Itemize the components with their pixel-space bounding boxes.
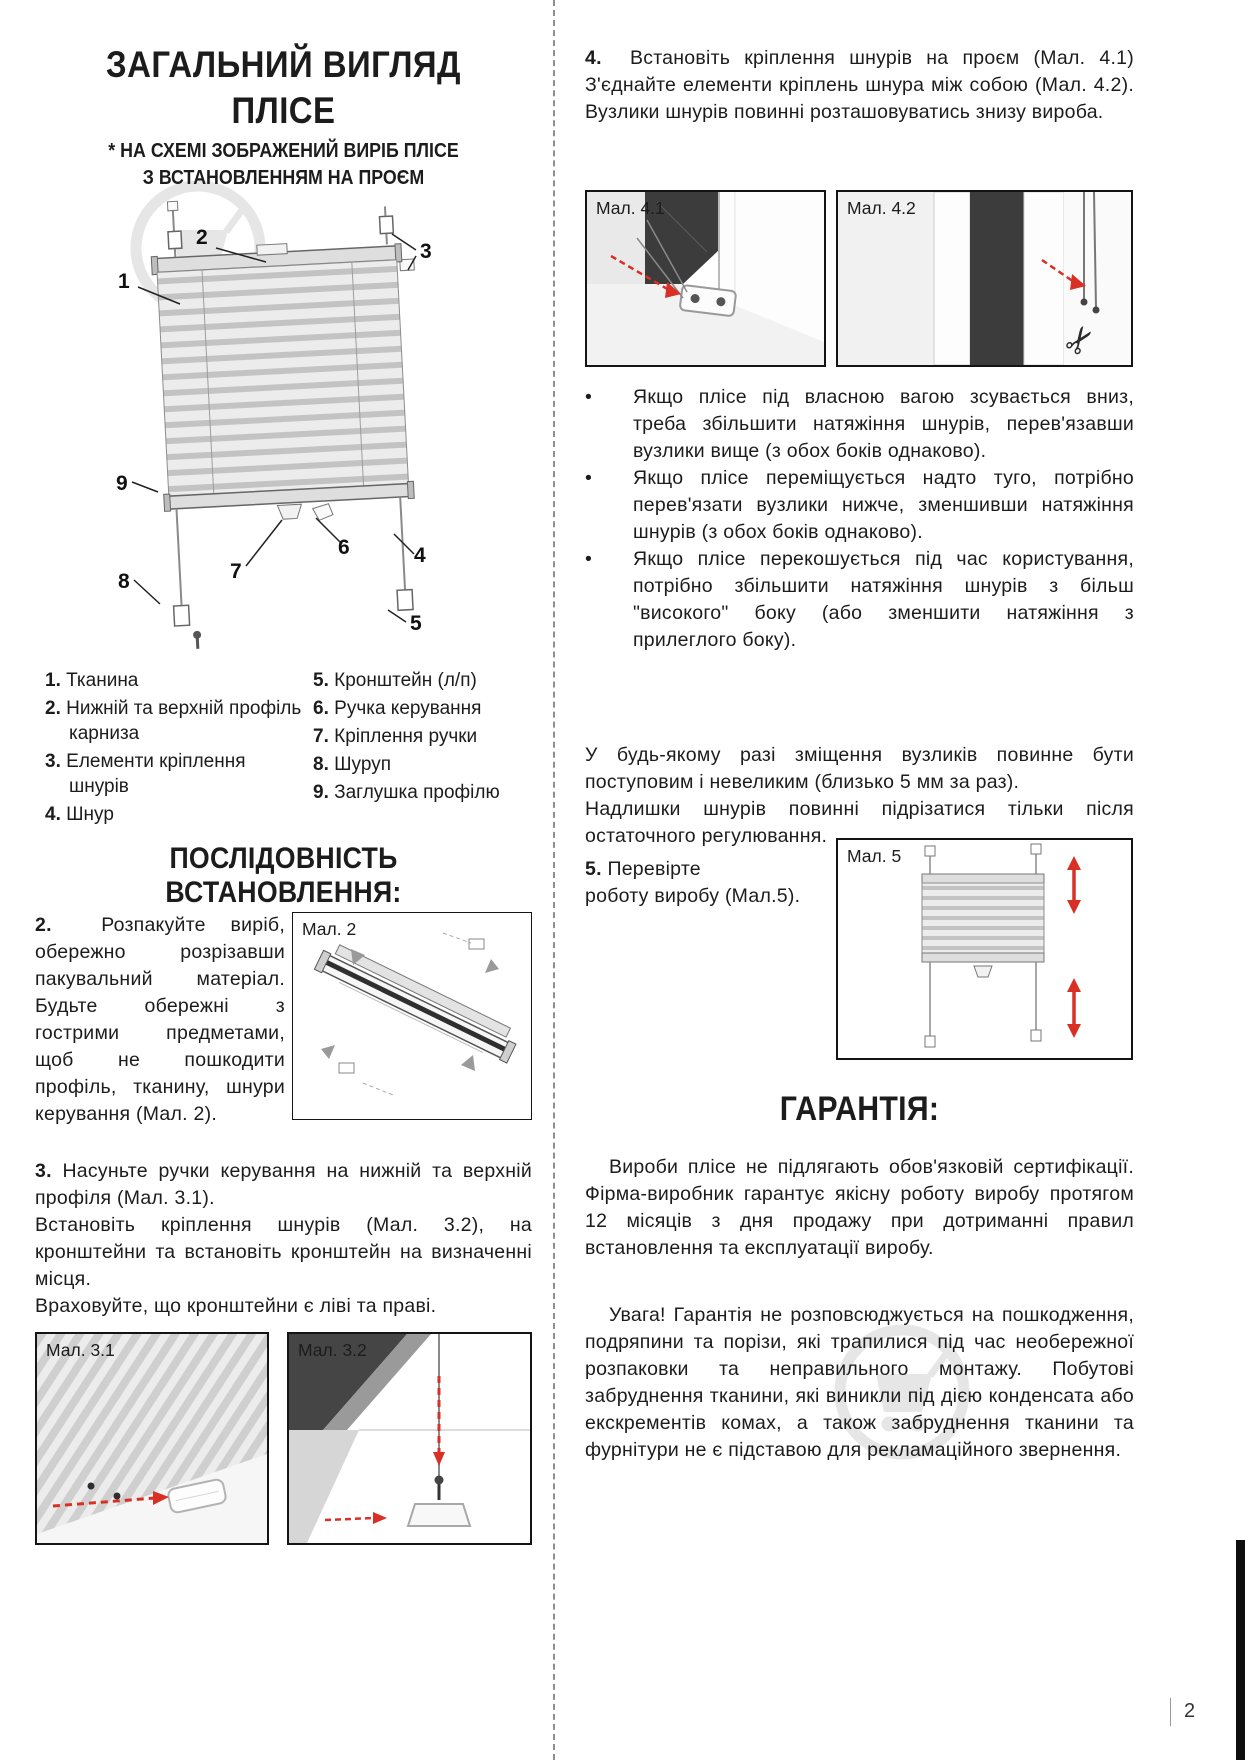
callout-2: 2 [196, 226, 208, 249]
bullet-item [585, 546, 1134, 654]
bullet-text: Якщо плісе переміщується надто туго, потрібно перев'язати вузлики нижче, зменшивши натяжіння шнурів (з обох боків однаково). [633, 467, 1134, 543]
blind-overview-diagram [58, 182, 528, 662]
scan-edge-bar [1236, 1540, 1245, 1760]
figure-5 [836, 838, 1133, 1060]
adjust-note-2: Надлишки шнурів повинні підрізатися тільки після остаточного регулювання. [585, 798, 1134, 847]
warranty-paragraph-2: Увага! Гарантія не розповсюджується на пошкодження, подряпини та порізи, які трапилися під час необережної розпаковки та неправильного монтажу. Побутові забруднення тканини, які виникли під дією конденсата або екскрементів комах, а також забруднення тканини та фурнітури не є підставою для рекламаційного звернення. [585, 1304, 1134, 1461]
legend-item: 6. Ручка керування [313, 698, 482, 719]
warranty-paragraph-1: Вироби плісе не підлягають обов'язковій сертифікації. Фірма-виробник гарантує якісну роботу виробу протягом 12 місяців з дня продажу при дотриманні правил встановлення та експлуатації виробу. [585, 1156, 1134, 1259]
bullet-glyph: • [585, 386, 593, 408]
page-number: 2 [1184, 1700, 1196, 1722]
subtitle-line-2: З ВСТАНОВЛЕННЯМ НА ПРОЄМ [142, 167, 425, 189]
page-title [35, 42, 532, 134]
legend-column-2 [313, 668, 533, 808]
step-5-text-2: роботу виробу (Мал.5). [585, 885, 801, 907]
step-3-line-3: Враховуйте, що кронштейни є ліві та праві. [35, 1295, 437, 1317]
adjustment-bullet-list [585, 384, 1134, 654]
bullet-glyph: • [585, 548, 593, 570]
figure-2 [292, 912, 532, 1120]
adjustment-notes [585, 742, 1134, 850]
figure-2-label: Мал. 2 [302, 919, 357, 939]
legend-item: 2. Нижній та верхній профіль карниза [45, 698, 302, 744]
bullet-text: Якщо плісе перекошується під час користування, потрібно збільшити натяжіння шнурів з більш "високого" боку (або зменшити натяжіння з прилеглого боку). [633, 548, 1134, 651]
legend-item: 1. Тканина [45, 670, 139, 691]
step-4-paragraph [585, 45, 1134, 126]
figure-3-2-label: Мал. 3.2 [298, 1340, 367, 1360]
callout-4: 4 [414, 544, 426, 567]
step-5-number: 5. [585, 858, 602, 880]
section-title-warranty: ГАРАНТІЯ: [779, 1090, 940, 1128]
figure-5-drawing [838, 840, 1131, 1058]
step-3-line-2: Встановіть кріплення шнурів (Мал. 3.2), на кронштейни та встановіть кронштейн на визначенні місця. [35, 1214, 532, 1290]
adjust-note-1: У будь-якому разі зміщення вузликів повинне бути поступовим і невеликим (близько 5 мм за раз). [585, 744, 1134, 793]
step-3-paragraph [35, 1158, 532, 1320]
callout-5: 5 [410, 612, 422, 635]
step-2-paragraph [35, 912, 285, 1128]
step-2-number: 2. [35, 914, 52, 936]
figure-5-label: Мал. 5 [847, 846, 902, 866]
figure-2-drawing [293, 913, 530, 1118]
figure-4-2 [836, 190, 1133, 367]
title-line-2: ПЛІСЕ [231, 90, 336, 131]
step-4-text: Встановіть кріплення шнурів на проєм (Мал. 4.1) З'єднайте елементи кріплень шнура між собою (Мал. 4.2). Вузлики шнурів повинні розташовуватись знизу вироба. [585, 47, 1134, 123]
figure-3-2-drawing [289, 1334, 530, 1543]
step-5-paragraph [585, 856, 820, 910]
bullet-glyph: • [585, 467, 593, 489]
figure-3-1 [35, 1332, 269, 1545]
legend-item: 7. Кріплення ручки [313, 726, 478, 747]
subtitle-line-1: * НА СХЕМІ ЗОБРАЖЕНИЙ ВИРІБ ПЛІСЕ [108, 140, 459, 162]
bullet-item [585, 465, 1134, 546]
step-4-number: 4. [585, 47, 602, 69]
legend-item: 3. Елементи кріплення шнурів [45, 751, 246, 797]
callout-7: 7 [230, 560, 242, 583]
legend-item: 8. Шуруп [313, 754, 391, 775]
step-3-line-1: 3. Насуньте ручки керування на нижній та верхній профіля (Мал. 3.1). [35, 1160, 532, 1209]
legend-item: 9. Заглушка профілю [313, 782, 500, 803]
legend-item: 4. Шнур [45, 804, 114, 825]
callout-9: 9 [116, 472, 128, 495]
callout-6: 6 [338, 536, 350, 559]
section-title-installation: ПОСЛІДОВНІСТЬ ВСТАНОВЛЕННЯ: [165, 842, 402, 909]
callout-3: 3 [420, 240, 432, 263]
bullet-text: Якщо плісе під власною вагою зсувається вниз, треба збільшити натяжіння шнурів, перев'язавши вузлики вище (з обох боків однаково). [633, 386, 1134, 462]
figure-4-2-label: Мал. 4.2 [847, 198, 916, 218]
figure-4-1 [585, 190, 826, 367]
svg-text:✂: ✂ [1055, 316, 1107, 365]
title-line-1: ЗАГАЛЬНИЙ ВИГЛЯД [106, 44, 461, 85]
figure-4-1-label: Мал. 4.1 [596, 198, 665, 218]
legend-item: 5. Кронштейн (л/п) [313, 670, 477, 691]
footer-divider [1170, 1698, 1171, 1726]
figure-3-2 [287, 1332, 532, 1545]
figure-3-1-label: Мал. 3.1 [46, 1340, 115, 1360]
callout-1: 1 [118, 270, 130, 293]
callout-8: 8 [118, 570, 130, 593]
legend-column-1 [45, 668, 303, 830]
figure-3-1-drawing [37, 1334, 267, 1543]
step-5-text-1: Перевірте [607, 858, 701, 880]
bullet-item [585, 384, 1134, 465]
step-2-text: Розпакуйте виріб, обережно розрізавши пакувальний матеріал. Будьте обережні з гострими предметами, щоб не пошкодити профіль, тканину, шнури керування (Мал. 2). [35, 914, 285, 1125]
column-divider [553, 0, 555, 1760]
